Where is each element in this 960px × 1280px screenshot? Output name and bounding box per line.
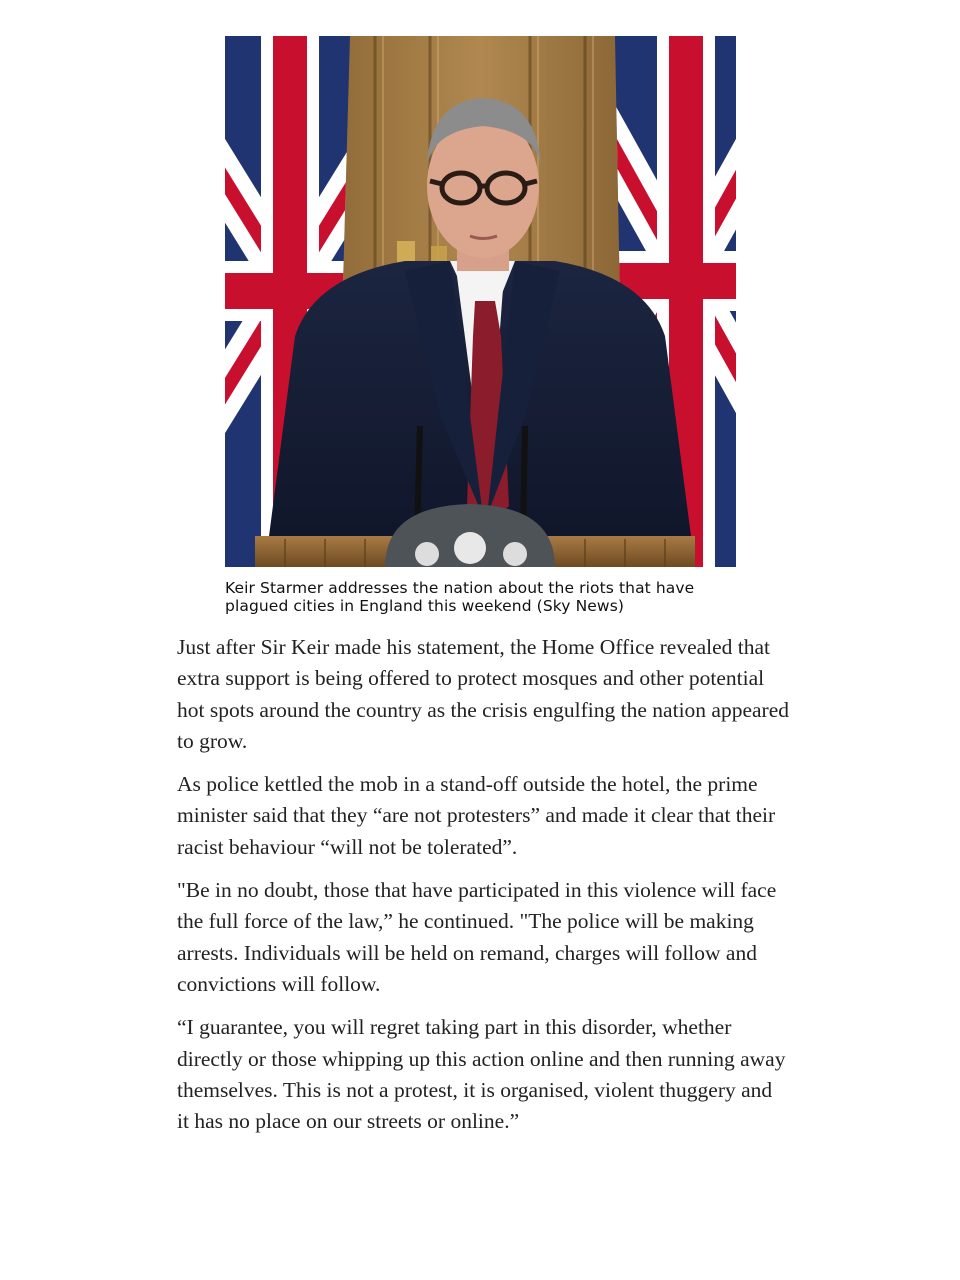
article-paragraph: Just after Sir Keir made his statement, the Home Office revealed that extra support is being offered to protect mosques and other potential hot spots around the country as the crisis engulfing the nation appeared to grow.	[177, 635, 789, 753]
figure-caption: Keir Starmer addresses the nation about the riots that have plagued cities in England this weekend (Sky News)	[225, 579, 695, 615]
article-paragraph: “I guarantee, you will regret taking part in this disorder, whether directly or those whipping up this action online and then running away themselves. This is not a protest, it is organised, violent thuggery and it has no place on our streets or online.”	[177, 1015, 786, 1134]
article-body	[177, 632, 789, 1149]
article-photo[interactable]	[225, 36, 736, 567]
article-paragraph: "Be in no doubt, those that have participated in this violence will face the full force of the law,” he continued. "The police will be making arrests. Individuals will be held on remand, charges will follow and convictions will follow.	[177, 878, 777, 996]
article-paragraph: As police kettled the mob in a stand-off outside the hotel, the prime minister said that they “are not protesters” and made it clear that their racist behaviour “will not be tolerated”.	[177, 772, 776, 859]
article-figure	[225, 36, 736, 615]
